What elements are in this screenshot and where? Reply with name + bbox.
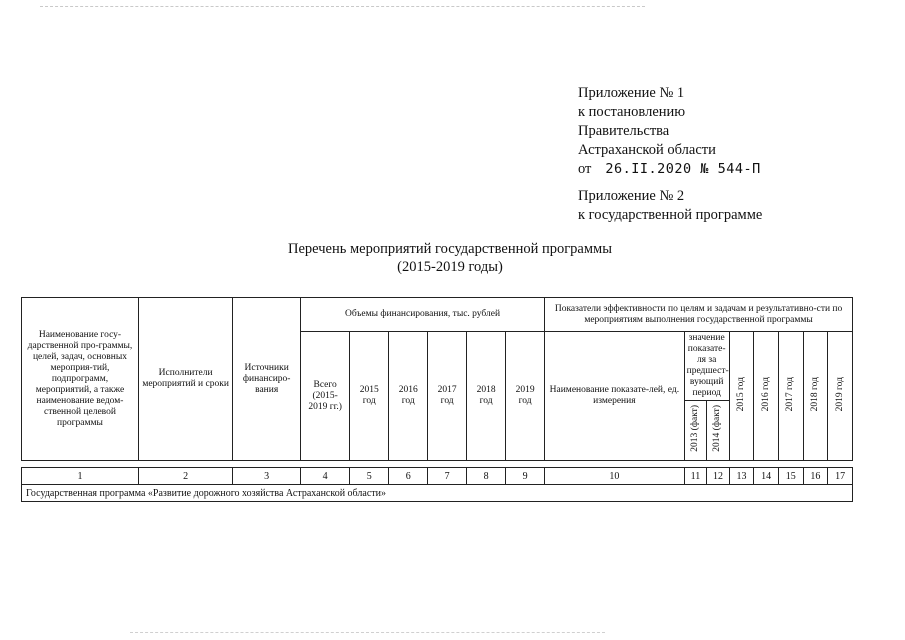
appendix-1-block: [578, 84, 761, 179]
col-num-4: 4: [301, 468, 350, 485]
document-title-line-1: Перечень мероприятий государственной программы: [288, 241, 612, 257]
document-title: [250, 240, 650, 276]
col-num-5: 5: [350, 468, 389, 485]
scan-artifact-bottom: [130, 632, 605, 633]
header-ind-2018-text: 2018 год: [809, 376, 820, 412]
header-prev-2014-text: 2014 (факт): [712, 405, 723, 452]
header-previous-period: значение показате-ля за предшест-вующий период: [684, 332, 729, 401]
header-fund-2017: 2017 год: [428, 332, 467, 461]
scan-artifact-top: [40, 6, 645, 7]
header-ind-2015: [729, 332, 754, 461]
header-funding-group: Объемы финансирования, тыс. рублей: [301, 298, 545, 332]
col-num-11: 11: [684, 468, 707, 485]
col-num-12: 12: [707, 468, 730, 485]
col-num-16: 16: [803, 468, 828, 485]
col-num-13: 13: [729, 468, 754, 485]
program-row-cell: Государственная программа «Развитие дорожного хозяйства Астраханской области»: [22, 485, 853, 502]
col-num-10: 10: [545, 468, 685, 485]
header-gap-row: [22, 461, 853, 468]
header-total: Всего (2015-2019 гг.): [301, 332, 350, 461]
col-num-9: 9: [506, 468, 545, 485]
document-title-line-2: (2015-2019 годы): [397, 259, 503, 275]
col-num-2: 2: [138, 468, 232, 485]
header-fund-2019: 2019 год: [506, 332, 545, 461]
appendix-1-title: Приложение № 1: [578, 85, 685, 101]
column-numbers-row: [22, 468, 853, 485]
header-ind-2019-text: 2019 год: [834, 376, 845, 412]
appendix-2-line: к государственной программе: [578, 207, 763, 223]
gap-cell: [22, 461, 853, 468]
date-prefix: от: [578, 161, 592, 177]
header-ind-2015-text: 2015 год: [736, 376, 747, 412]
program-row: [22, 485, 853, 502]
header-prev-2014: [707, 401, 730, 461]
appendix-1-date-row: [578, 160, 761, 179]
header-prev-2013-text: 2013 (факт): [689, 405, 700, 452]
col-num-6: 6: [389, 468, 428, 485]
col-num-17: 17: [828, 468, 853, 485]
appendix-2-title: Приложение № 2: [578, 188, 685, 204]
header-prev-2013: [684, 401, 707, 461]
col-num-1: 1: [22, 468, 139, 485]
header-ind-2016: [754, 332, 779, 461]
appendix-1-line-1: к постановлению: [578, 104, 686, 120]
header-fund-2015: 2015 год: [350, 332, 389, 461]
col-num-3: 3: [233, 468, 301, 485]
header-sources: Источники финансиро-вания: [233, 298, 301, 461]
header-indicator-name: Наименование показате-лей, ед. измерения: [545, 332, 685, 461]
appendix-1-line-2: Правительства: [578, 123, 670, 139]
header-ind-2017-text: 2017 год: [785, 376, 796, 412]
header-indicators-group: Показатели эффективности по целям и задачам и результативно-сти по мероприятиям выполнения государственной программы: [545, 298, 853, 332]
header-ind-2017: [778, 332, 803, 461]
col-num-15: 15: [778, 468, 803, 485]
appendix-1-line-3: Астраханской области: [578, 142, 716, 158]
header-executors: Исполнители мероприятий и сроки: [138, 298, 232, 461]
header-program-name: Наименование госу-дарственной про-граммы, целей, задач, основных мероприя-тий, подпрограмм, мероприятий, а также наименование ведом-ственной целевой программы: [22, 298, 139, 461]
col-num-7: 7: [428, 468, 467, 485]
header-fund-2016: 2016 год: [389, 332, 428, 461]
header-ind-2016-text: 2016 год: [760, 376, 771, 412]
col-num-8: 8: [467, 468, 506, 485]
date-value: 26.II.2020 № 544-П: [605, 161, 761, 177]
header-ind-2018: [803, 332, 828, 461]
col-num-14: 14: [754, 468, 779, 485]
measures-table: [21, 297, 853, 502]
header-ind-2019: [828, 332, 853, 461]
header-fund-2018: 2018 год: [467, 332, 506, 461]
appendix-2-block: [578, 187, 762, 225]
